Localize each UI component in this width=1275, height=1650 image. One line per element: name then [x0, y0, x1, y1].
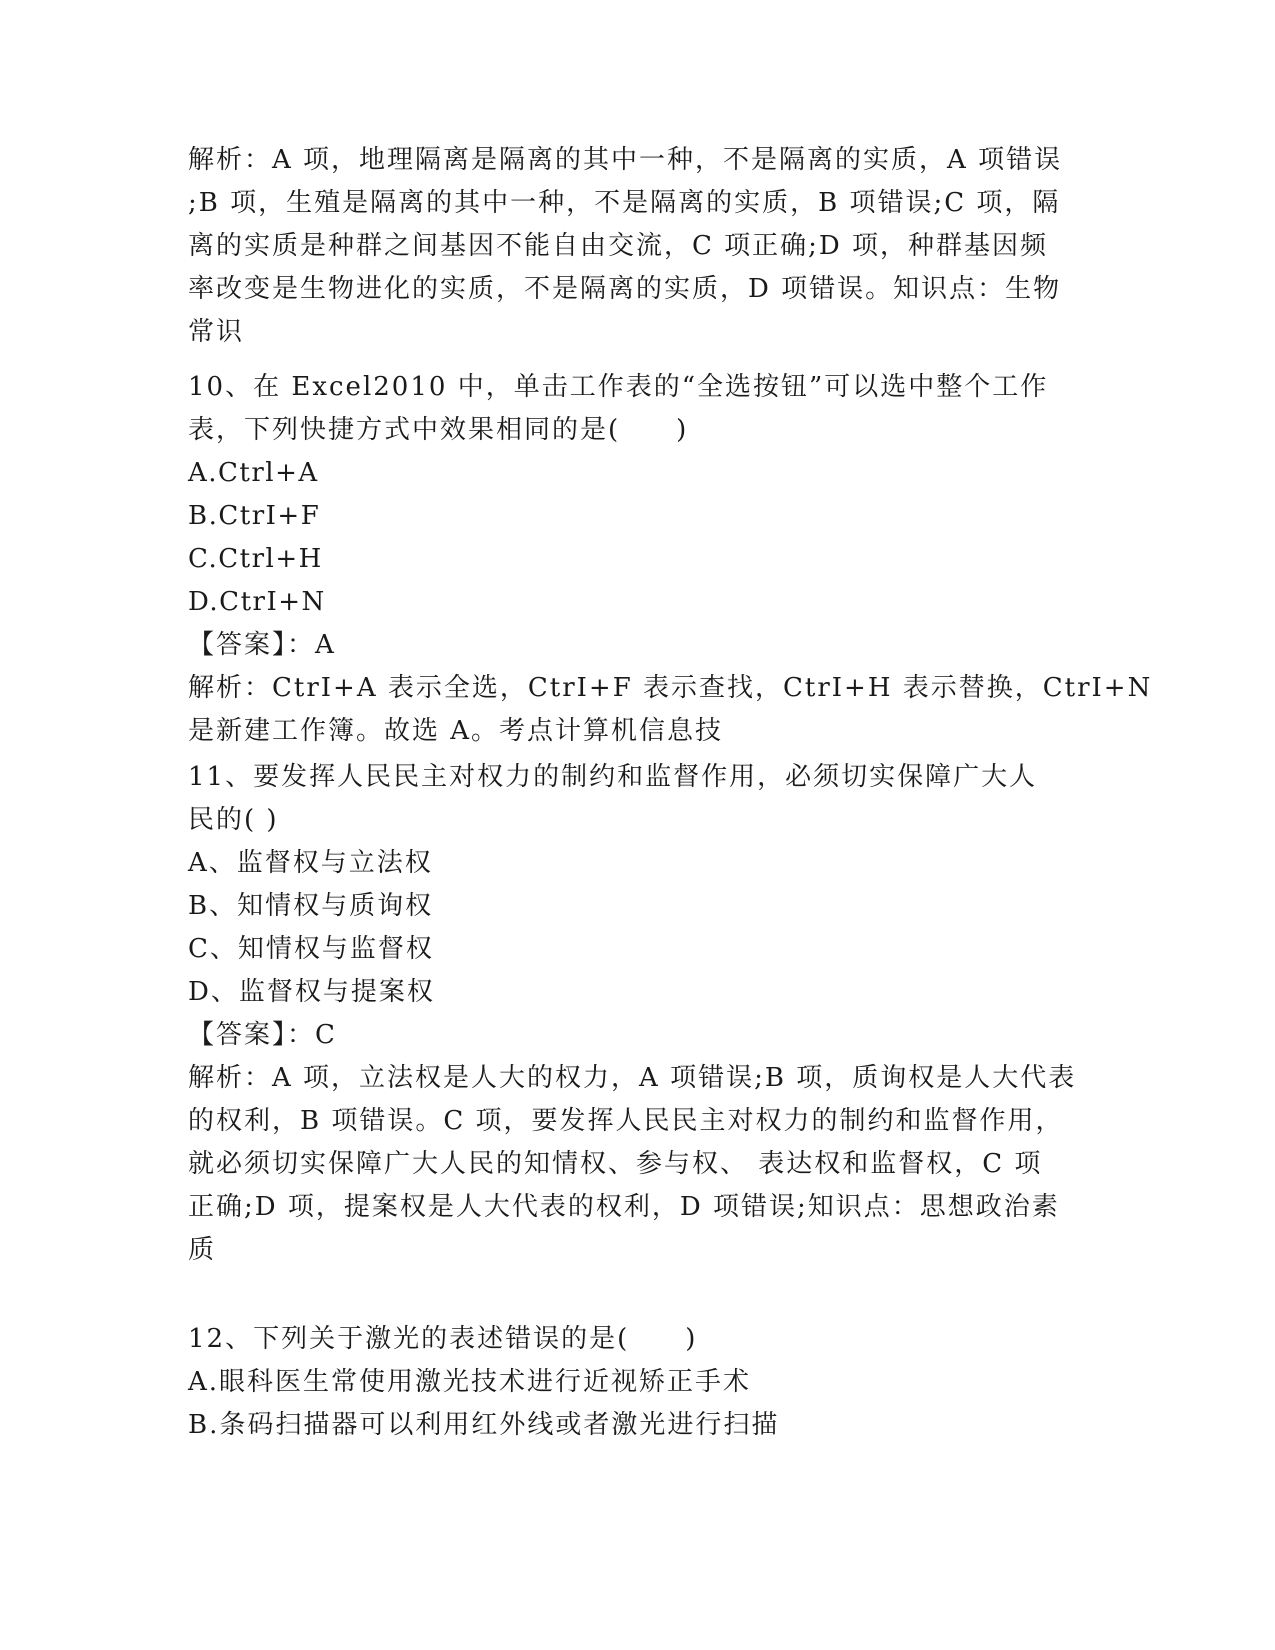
explanation-line: 就必须切实保障广大人民的知情权、参与权、 表达权和监督权，C 项	[188, 1149, 1043, 1179]
explanation-line: 解析：CtrI+A 表示全选，CtrI+F 表示查找，CtrI+H 表示替换，CtrI+N	[188, 673, 1153, 703]
explanation-line: 率改变是生物进化的实质，不是隔离的实质，D 项错误。知识点：生物	[188, 274, 1062, 304]
explanation-line: 解析：A 项，立法权是人大的权力，A 项错误;B 项，质询权是人大代表	[188, 1063, 1077, 1093]
option-a: A、监督权与立法权	[188, 848, 433, 878]
explanation-line: 是新建工作簿。故选 A。考点计算机信息技	[188, 716, 724, 746]
question-stem-line: 表，下列快捷方式中效果相同的是( )	[188, 415, 689, 445]
question-12	[188, 1318, 1078, 1447]
question-stem-line: 11、要发挥人民民主对权力的制约和监督作用，必须切实保障广大人	[188, 762, 1038, 792]
question-stem-line: 民的( )	[188, 805, 279, 835]
question-10	[188, 366, 1153, 753]
option-a: A.Ctrl+A	[188, 458, 319, 488]
previous-explanation	[188, 139, 1078, 354]
explanation-line: ;B 项，生殖是隔离的其中一种，不是隔离的实质，B 项错误;C 项，隔	[188, 188, 1061, 218]
explanation-line: 离的实质是种群之间基因不能自由交流，C 项正确;D 项，种群基因频	[188, 231, 1049, 261]
option-c: C.Ctrl+H	[188, 544, 323, 574]
option-d: D、监督权与提案权	[188, 977, 435, 1007]
option-d: D.CtrI+N	[188, 587, 326, 617]
answer-line: 【答案】：C	[188, 1020, 337, 1050]
explanation-line: 常识	[188, 317, 245, 347]
option-b: B、知情权与质询权	[188, 891, 434, 921]
option-b: B.条码扫描器可以利用红外线或者激光进行扫描	[188, 1410, 780, 1440]
question-11	[188, 756, 1078, 1272]
explanation-line: 质	[188, 1235, 217, 1265]
option-b: B.CtrI+F	[188, 501, 321, 531]
explanation-line: 解析：A 项，地理隔离是隔离的其中一种，不是隔离的实质，A 项错误	[188, 145, 1063, 175]
option-a: A.眼科医生常使用激光技术进行近视矫正手术	[188, 1367, 752, 1397]
question-stem-line: 10、在 Excel2010 中，单击工作表的“全选按钮”可以选中整个工作	[188, 372, 1049, 402]
explanation-line: 的权利，B 项错误。C 项，要发挥人民民主对权力的制约和监督作用，	[188, 1106, 1064, 1136]
explanation-line: 正确;D 项，提案权是人大代表的权利，D 项错误;知识点：思想政治素	[188, 1192, 1060, 1222]
answer-line: 【答案】：A	[188, 630, 336, 660]
option-c: C、知情权与监督权	[188, 934, 434, 964]
question-stem-line: 12、下列关于激光的表述错误的是( )	[188, 1324, 698, 1354]
